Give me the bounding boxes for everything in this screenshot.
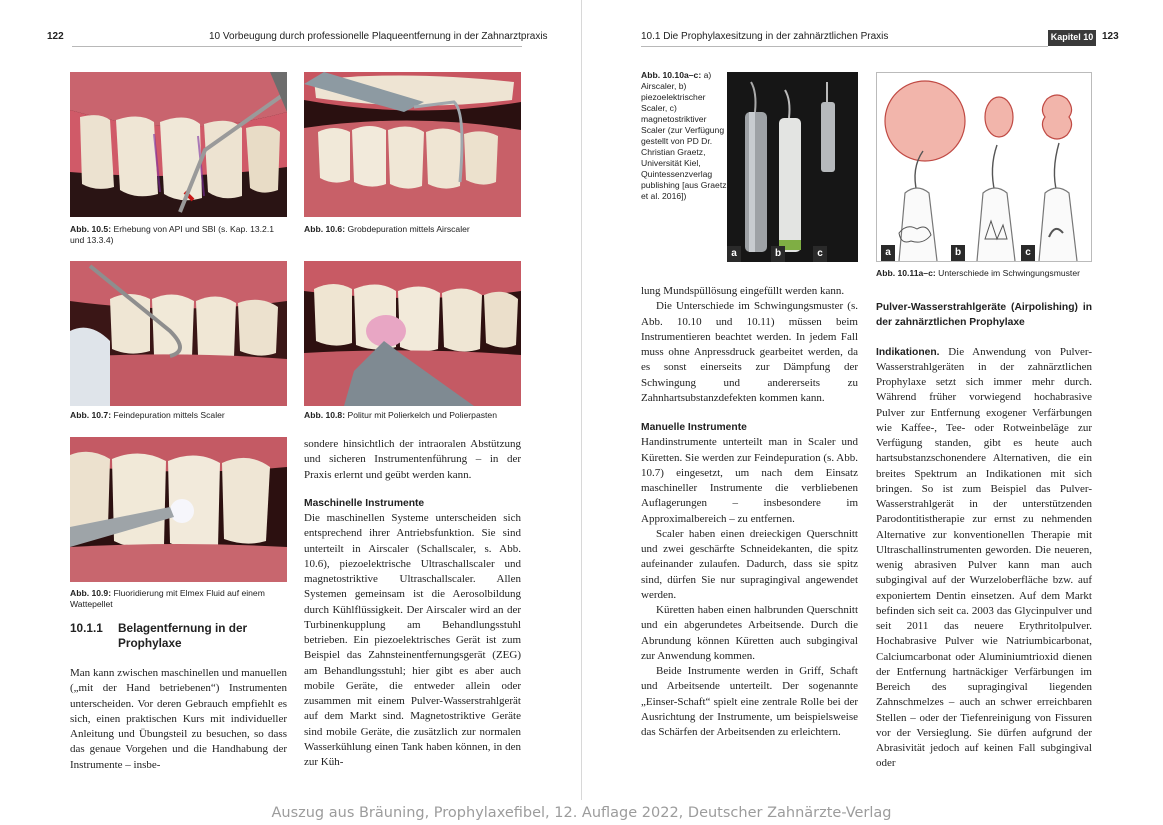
right-column-2-text — [876, 300, 1092, 772]
chapter-tab — [1048, 30, 1096, 46]
tag-c: c — [813, 246, 827, 262]
right-page — [582, 0, 1163, 825]
tag-c: c — [1021, 245, 1035, 261]
section-title: Belagentfernung in der Prophylaxe — [118, 621, 248, 650]
figure-10-9-photo — [70, 437, 287, 582]
figure-10-7-photo — [70, 261, 287, 406]
paragraph: Scaler haben einen dreieckigen Querschnitt und zwei geschärfte Schneidekanten, die spitz aufeinander zulaufen. Dadurch, dass sie spitz sind, dürfen Sie nur supragingival angewendet werden. — [641, 527, 858, 601]
tag-b: b — [771, 246, 785, 262]
watermark-footer: Auszug aus Bräuning, Prophylaxefibel, 12. Auflage 2022, Deutscher Zahnärzte-Verlag — [271, 805, 892, 821]
figure-10-11-vibration-diagram — [876, 72, 1092, 262]
figure-10-5-photo — [70, 72, 287, 217]
figure-10-6-photo — [304, 72, 521, 217]
paragraph: Handinstrumente unterteilt man in Scaler und Küretten. Sie werden zur Feindepuration (s. Abb. 10.7) eingesetzt, um nach dem Einsatz maschineller Instrumente die verbliebenen Auflagerungen – insbesondere im Approximalbereich – zu entfernen. — [641, 436, 858, 525]
subheading-manuelle-instrumente: Manuelle Instrumente — [641, 422, 747, 433]
running-head-right: 10.1 Die Prophylaxesitzung in der zahnärztlichen Praxis — [641, 31, 889, 42]
lead-indikationen: Indikationen. — [876, 346, 940, 358]
running-head-left: 10 Vorbeugung durch professionelle Plaqueentfernung in der Zahnarztpraxis — [209, 31, 548, 42]
left-column-1-text — [70, 666, 287, 773]
right-column-1-text — [641, 284, 858, 740]
tag-a: a — [727, 246, 741, 262]
paragraph: Beide Instrumente werden in Griff, Schaft und Arbeitsende unterteilt. Der sogenannte „Einser-Schaft“ spielt eine zentrale Rolle bei der Ausrichtung der Instrumente, um beispielsweise das Schärfen der Arbeitsenden zu erleichtern. — [641, 665, 858, 738]
paragraph-body: Die Anwendung von Pulver-Wasserstrahlgeräten in der zahnärztlichen Prophylaxe setzt sich immer mehr durch. Während früher vorwiegend hochabrasive Pulver zur Entfernung exogener Verfärbungen wie Kaffee-, Tee- oder Rotweinbeläge zur Verfügung standen, gibt es heute auch hartsubstanzschonendere Alternativen, die ein breites Spektrum an Indikationen mit sich bringen. So ist zum Beispiel das Pulver-Wasserstrahlgerät in der unterstützenden Parodontitistherapie zur ernst zu nehmenden Alternative zur konventionellen Therapie mit Ultraschallinstrumenten geworden. Die neueren, wenig abrasiven Pulver kann man auch subgingival auf der Wurzeloberfläche bzw. auf exponiertem Dentin einsetzen. Auf dem Markt befinden sich seit ca. 2003 das Glycinpulver und seit 2011 das neuere Erythritolpulver. Hochabrasive Pulver wie Natriumbicarbonat, Calciumcarbonat oder Aluminiumtrioxid dienen der Entfernung hartnäckiger Verfärbungen im Bereich des supragingival liegenden Zahnschmelzes – auch an schwer erreichbaren Stellen – oder der Tiefenreinigung von Fissuren vor der Versieglung. Sie dürfen aufgrund der Abrasivität jedoch auf keinen Fall subgingival oder — [876, 345, 1092, 770]
tag-b: b — [951, 245, 965, 261]
tag-a: a — [881, 245, 895, 261]
caption-10-8: Abb. 10.8: Politur mit Polierkelch und Polierpasten — [304, 410, 497, 420]
caption-10-7: Abb. 10.7: Feindepuration mittels Scaler — [70, 410, 225, 420]
paragraph: Küretten haben einen halbrunden Querschnitt und ein abgerundetes Arbeitsende. Durch die Abrundung können Küretten auch subgingival zur Anwendung kommen. — [641, 604, 858, 662]
left-column-2-text — [304, 437, 521, 770]
section-number: 10.1.1 — [70, 621, 103, 635]
paragraph — [876, 345, 1092, 772]
caption-10-6: Abb. 10.6: Grobdepuration mittels Airscaler — [304, 224, 470, 234]
paragraph: Man kann zwischen maschinellen und manuellen („mit der Hand betriebenen“) Instrumenten unterscheiden. Vor deren Gebrauch empfiehlt es sich, einen praktischen Kurs mit individueller Anleitung und Übungsteil zu besuchen, so dass das genaue Vorgehen und die Handhabung der Instrumente – insbe- — [70, 667, 287, 771]
chapter-tab-label: Kapitel 10 — [1050, 32, 1094, 42]
figure-10-8-photo — [304, 261, 521, 406]
header-rule-right — [641, 46, 1048, 47]
paragraph: sondere hinsichtlich der intraoralen Abstützung und sicheren Instrumentenführung – in der Praxis erlernt und geübt werden kann. — [304, 438, 521, 481]
paragraph: Die maschinellen Systeme unterscheiden sich entsprechend ihrer Antriebsfunktion. Sie sind unterteilt in Airscaler (Schallscaler, s. Abb. 10.6), piezoelektrische Ultraschallscaler und magnetostriktive Ultraschallscaler. Allen Systemen gemeinsam ist die Aerosolbildung durch Kühlflüssigkeit. Der Airscaler wird an der Turbinenkupplung am Behandlungsstuhl betrieben. Ein piezoelektrisches Gerät ist zum Beispiel das Zahnsteinentfernungsgerät (ZEG) am Behandlungsstuhl; hier gibt es aber auch mobile Geräte, die entweder allein oder zusammen mit einem Pulver-Wasserstrahlgerät auf dem Markt sind. Magnetostriktive Geräte sind mobile Geräte, die zusätzlich zur normalen Wasserkühlung einen Tank haben können, in den zur Küh- — [304, 512, 521, 768]
caption-10-11: Abb. 10.11a–c: Unterschiede im Schwingungsmuster — [876, 268, 1080, 278]
caption-10-10: Abb. 10.10a–c: a) Airscaler, b) piezoelektrischer Scaler, c) magnetostriktiver Scaler (zur Verfügung gestellt von PD Dr. Christian Graetz, Universität Kiel, Quintessenzverlag publishing [aus Graetz et al. 2016]) — [641, 70, 727, 201]
caption-10-9: Abb. 10.9: Fluoridierung mit Elmex Fluid auf einem Wattepellet — [70, 588, 265, 609]
page-number-right: 123 — [1102, 31, 1119, 42]
caption-10-5: Abb. 10.5: Erhebung von API und SBI (s. Kap. 13.2.1 und 13.3.4) — [70, 224, 274, 245]
figure-10-10-scalers-photo — [727, 72, 858, 262]
left-page — [0, 0, 581, 825]
page-number-left: 122 — [47, 31, 64, 42]
subheading-maschinelle-instrumente: Maschinelle Instrumente — [304, 497, 425, 509]
paragraph: Die Unterschiede im Schwingungsmuster (s. Abb. 10.10 und 10.11) müssen beim Instrumentieren beachtet werden. In jedem Fall muss ohne Anpressdruck gearbeitet werden, da es sonst einerseits zur Dämpfung der Schwingung und andererseits zu Zahnhartsubstanzdefekten kommen kann. — [641, 300, 858, 404]
header-rule-left — [72, 46, 522, 47]
subheading-pulver-wasserstrahlgeraete: Pulver-Wasserstrahlgeräte (Airpolishing) in der zahnärztlichen Prophylaxe — [876, 302, 1092, 329]
paragraph: lung Mundspüllösung eingefüllt werden kann. — [641, 285, 845, 297]
